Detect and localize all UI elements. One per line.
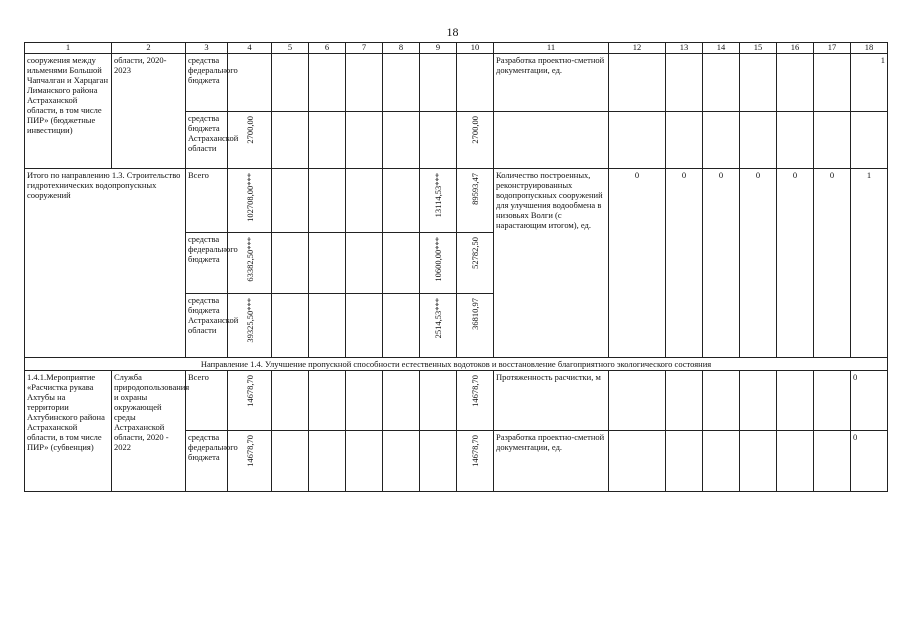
amount-value: 2514,53*** [433, 298, 443, 339]
indicator-cell: Разработка проектно-сметной документации, ед. [494, 54, 609, 112]
indicator-value-cell: 0 [851, 371, 888, 431]
executor-cell: области, 2020-2023 [112, 54, 186, 169]
indicator-value-cell: 1 [851, 54, 888, 112]
amount-cell [457, 431, 494, 492]
amount-value: 2700,00 [244, 116, 255, 144]
amount-value: 10600,00*** [433, 237, 443, 282]
column-number: 1 [25, 43, 112, 54]
column-number: 8 [383, 43, 420, 54]
amount-cell [457, 112, 494, 169]
amount-cell [457, 294, 494, 358]
funding-source-cell: Всего [186, 371, 228, 431]
page-number: 18 [446, 25, 459, 39]
amount-cell [420, 169, 457, 233]
indicator-value-cell: 0 [851, 431, 888, 492]
column-number: 9 [420, 43, 457, 54]
column-number: 18 [851, 43, 888, 54]
amount-value: 63382,50*** [244, 237, 255, 282]
amount-cell [228, 294, 272, 358]
amount-value: 14678,70 [470, 435, 480, 467]
column-number: 13 [666, 43, 703, 54]
column-number: 7 [346, 43, 383, 54]
amount-value: 14678,70 [244, 375, 255, 407]
executor-cell: Служба природопользования и охраны окружающей среды Астраханской области, 2020 - 2022 [112, 371, 186, 492]
amount-cell [228, 112, 272, 169]
amount-cell [420, 233, 457, 294]
funding-source-cell: средства федерального бюджета [186, 54, 228, 112]
column-number: 10 [457, 43, 494, 54]
column-number: 17 [814, 43, 851, 54]
total-name-cell: Итого по направлению 1.3. Строительство гидротехнических водопропускных сооружений [25, 169, 186, 358]
column-number: 14 [703, 43, 740, 54]
table-row [25, 54, 888, 112]
amount-cell [420, 294, 457, 358]
measure-name-cell: 1.4.1.Мероприятие «Расчистка рукава Ахтубы на территории Ахтубинского района Астраханской области, в том числе ПИР» (субвенция) [25, 371, 112, 492]
indicator-value-cell: 0 [703, 169, 740, 358]
section-row [25, 358, 888, 371]
funding-source-cell: средства федерального бюджета [186, 233, 228, 294]
indicator-value-cell: 0 [740, 169, 777, 358]
column-number: 12 [609, 43, 666, 54]
amount-cell [457, 169, 494, 233]
indicator-cell: Протяженность расчистки, м [494, 371, 609, 431]
amount-value: 14678,70 [470, 375, 480, 407]
column-number: 5 [272, 43, 309, 54]
column-number: 3 [186, 43, 228, 54]
table-row [25, 169, 888, 233]
indicator-value-cell: 0 [777, 169, 814, 358]
section-title: Направление 1.4. Улучшение пропускной способности естественных водотоков и восстановление благоприятного экологического состояния [25, 358, 888, 371]
indicator-value-cell: 0 [666, 169, 703, 358]
indicator-cell: Количество построенных, реконструированных водопропускных сооружений для улучшения водообмена в низовьях Волги (с нарастающим итогом), ед. [494, 169, 609, 358]
column-number: 6 [309, 43, 346, 54]
amount-value: 14678,70 [244, 435, 255, 467]
amount-value: 102708,00*** [244, 173, 255, 222]
funding-source-cell: средства бюджета Астраханской области [186, 294, 228, 358]
amount-value: 13114,53*** [433, 173, 443, 218]
indicator-value-cell: 0 [814, 169, 851, 358]
funding-source-cell: средства федерального бюджета [186, 431, 228, 492]
column-number: 11 [494, 43, 609, 54]
funding-source-cell: средства бюджета Астраханской области [186, 112, 228, 169]
table-row [25, 371, 888, 431]
column-number: 16 [777, 43, 814, 54]
indicator-value-cell: 1 [851, 169, 888, 358]
amount-cell [457, 233, 494, 294]
amount-value: 52782,50 [470, 237, 480, 269]
measure-name-cell: сооружения между ильменями Большой Чапчалган и Харцаган Лиманского района Астраханской области, в том числе ПИР» (бюджетные инвестиции) [25, 54, 112, 169]
column-number: 2 [112, 43, 186, 54]
indicator-cell: Разработка проектно-сметной документации, ед. [494, 431, 609, 492]
amount-cell [228, 169, 272, 233]
funding-source-cell: Всего [186, 169, 228, 233]
column-number: 15 [740, 43, 777, 54]
amount-cell [228, 233, 272, 294]
amount-cell [228, 371, 272, 431]
column-number: 4 [228, 43, 272, 54]
amount-cell [457, 371, 494, 431]
amount-cell [228, 431, 272, 492]
amount-value: 36810,97 [470, 298, 480, 330]
indicator-value-cell: 0 [609, 169, 666, 358]
amount-value: 39325,50*** [244, 298, 255, 343]
column-number-row [25, 43, 888, 54]
budget-table [24, 42, 888, 492]
amount-value: 2700,00 [470, 116, 480, 144]
amount-value: 89593,47 [470, 173, 480, 205]
